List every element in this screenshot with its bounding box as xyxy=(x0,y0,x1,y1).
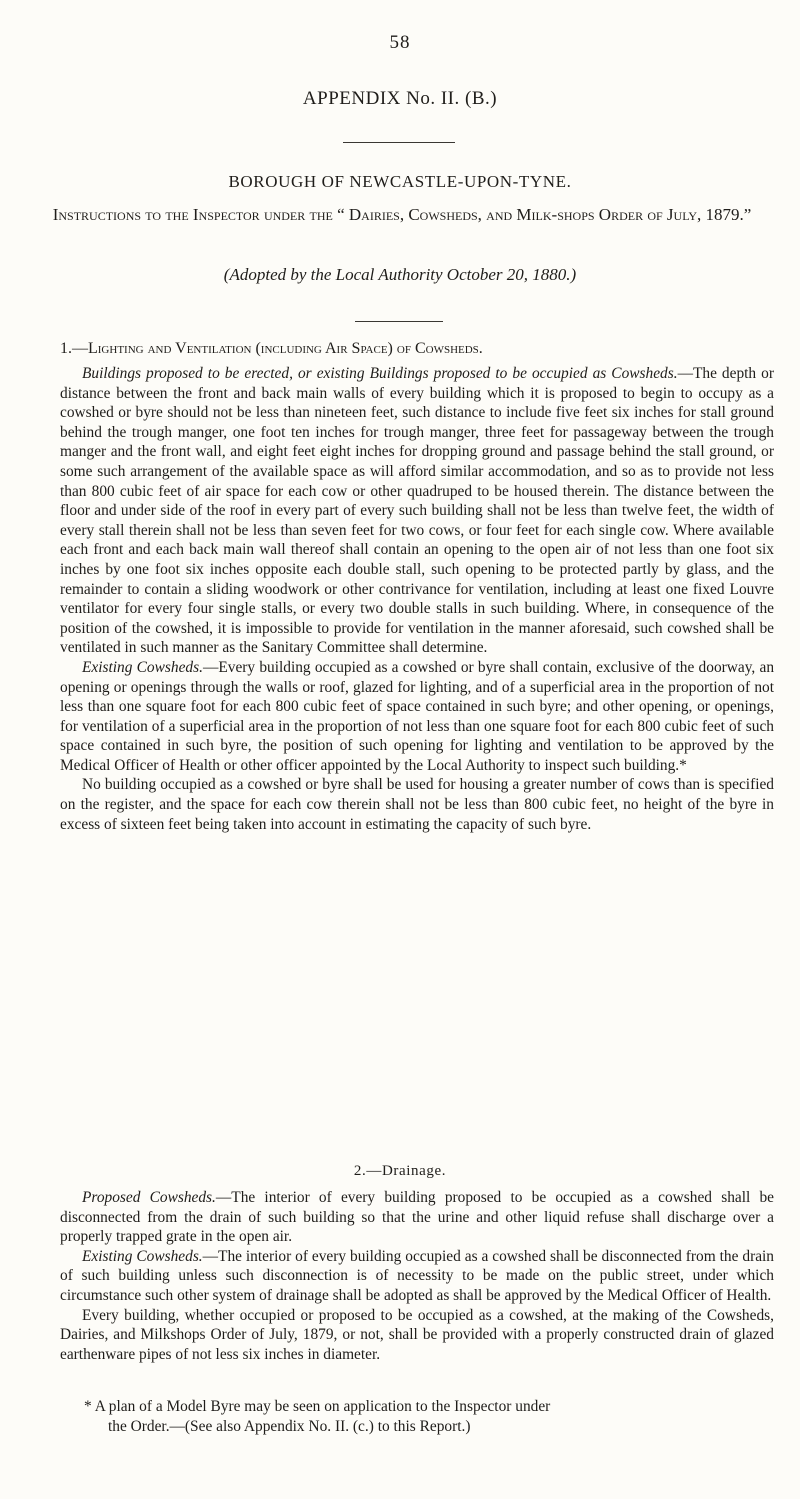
paragraph-label: Proposed Cowsheds. xyxy=(82,1189,216,1206)
paragraph xyxy=(60,658,774,776)
section-heading-lighting: 1.—Lighting and Ventilation (including Air Space) of Cowsheds. xyxy=(60,340,483,357)
paragraph xyxy=(60,1247,774,1306)
footnote-line: the Order.—(See also Appendix No. II. (c.) to this Report.) xyxy=(108,1417,471,1435)
paragraph xyxy=(60,1306,774,1365)
paragraph-text: —The interior of every building occupied as a cowshed shall be disconnected from the drain of such building unless such disconnection is of necessity to be made on the public street, under which circumstance such other system of drainage shall be adopted as shall be approved by the Medical Officer of Health. xyxy=(60,1247,775,1304)
divider-rule xyxy=(355,321,443,322)
paragraph-label: Buildings proposed to be erected, or existing Buildings proposed to be occupied as Cowsheds. xyxy=(82,365,678,382)
footnote xyxy=(84,1397,774,1436)
paragraph xyxy=(60,1188,774,1247)
paragraph-label: Existing Cowsheds. xyxy=(82,1247,203,1265)
borough-title: BOROUGH OF NEWCASTLE-UPON-TYNE. xyxy=(228,172,572,191)
paragraph-text: —The depth or distance between the front and back main walls of every building which it is proposed to begin to occupy as a cowshed or byre should not be less than nineteen feet, such distance to include five feet six inches for stall ground behind the trough manger, one foot ten inches for trough manger, three feet for passageway between the trough manger and the front wall, and eight feet eight inches for dropping ground and passage behind the stall ground, or some such arrangement of the available space as will afford similar accommodation, and so as to provide not less than 800 cubic feet of air space for each cow or other quadruped to be housed therein. The distance between the floor and under side of the roof in every part of every such building shall not be less than twelve feet, the width of every stall therein shall not be less than seven feet for two cows, or four feet for each single cow. Where available each front and each back main wall thereof shall contain an opening to the open air of not less than one foot six inches by one foot six inches opposite each double stall, such opening to be protected partly by glass, and the remainder to contain a sliding woodwork or other contrivance for ventilation, including at least one fixed Louvre ventilator for every four single stalls, or every two double stalls in such building. Where, in consequence of the position of the cowshed, it is impossible to provide for ventilation in the manner aforesaid, such cowshed shall be ventilated in such manner as the Sanitary Committee shall determine. xyxy=(60,365,774,657)
adopted-note: (Adopted by the Local Authority October 20, 1880.) xyxy=(223,265,577,284)
footnote-line: * A plan of a Model Byre may be seen on application to the Inspector under xyxy=(84,1398,551,1415)
paragraph-text: —The interior of every building proposed to be occupied as a cowshed shall be disconnected from the drain of such building so that the urine and other liquid refuse shall discharge over a properly trapped grate in the open air. xyxy=(60,1189,775,1246)
paragraph xyxy=(60,364,774,658)
instructions-title: Instructions to the Inspector under the “ Dairies, Cowsheds, and Milk-shops Order of July, 1879.” xyxy=(52,205,752,224)
paragraph xyxy=(60,775,774,834)
section-heading-drainage: 2.—Drainage. xyxy=(353,1163,447,1179)
section-drainage-body xyxy=(60,1188,774,1364)
appendix-title: APPENDIX No. II. (B.) xyxy=(302,88,498,109)
paragraph-text: —Every building occupied as a cowshed or byre shall contain, exclusive of the doorway, an opening or openings through the walls or roof, glazed for lighting, and of a superficial area in the proportion of not less than one square foot for each 800 cubic feet of space contained in such byre; and other opening, or openings, for ventilation of a superficial area in the proportion of not less than one square foot for each 800 cubic feet of such space contained in such byre, the position of such opening for lighting and ventilation to be approved by the Medical Officer of Health or other officer appointed by the Local Authority to inspect such building.* xyxy=(60,658,775,774)
paragraph-text: Every building, whether occupied or proposed to be occupied as a cowshed, at the making of the Cowsheds, Dairies, and Milkshops Order of July, 1879, or not, shall be provided with a properly constructed drain of glazed earthenware pipes of not less six inches in diameter. xyxy=(60,1306,774,1363)
paragraph-label: Existing Cowsheds. xyxy=(82,658,203,676)
page-number: 58 xyxy=(389,32,411,53)
divider-rule xyxy=(343,142,455,143)
section-lighting-body xyxy=(60,364,774,834)
paragraph-text: No building occupied as a cowshed or byre shall be used for housing a greater number of cows than is specified on the register, and the space for each cow therein shall not be less than 800 cubic feet, no height of the byre in excess of sixteen feet being taken into account in estimating the capacity of such byre. xyxy=(60,776,774,833)
